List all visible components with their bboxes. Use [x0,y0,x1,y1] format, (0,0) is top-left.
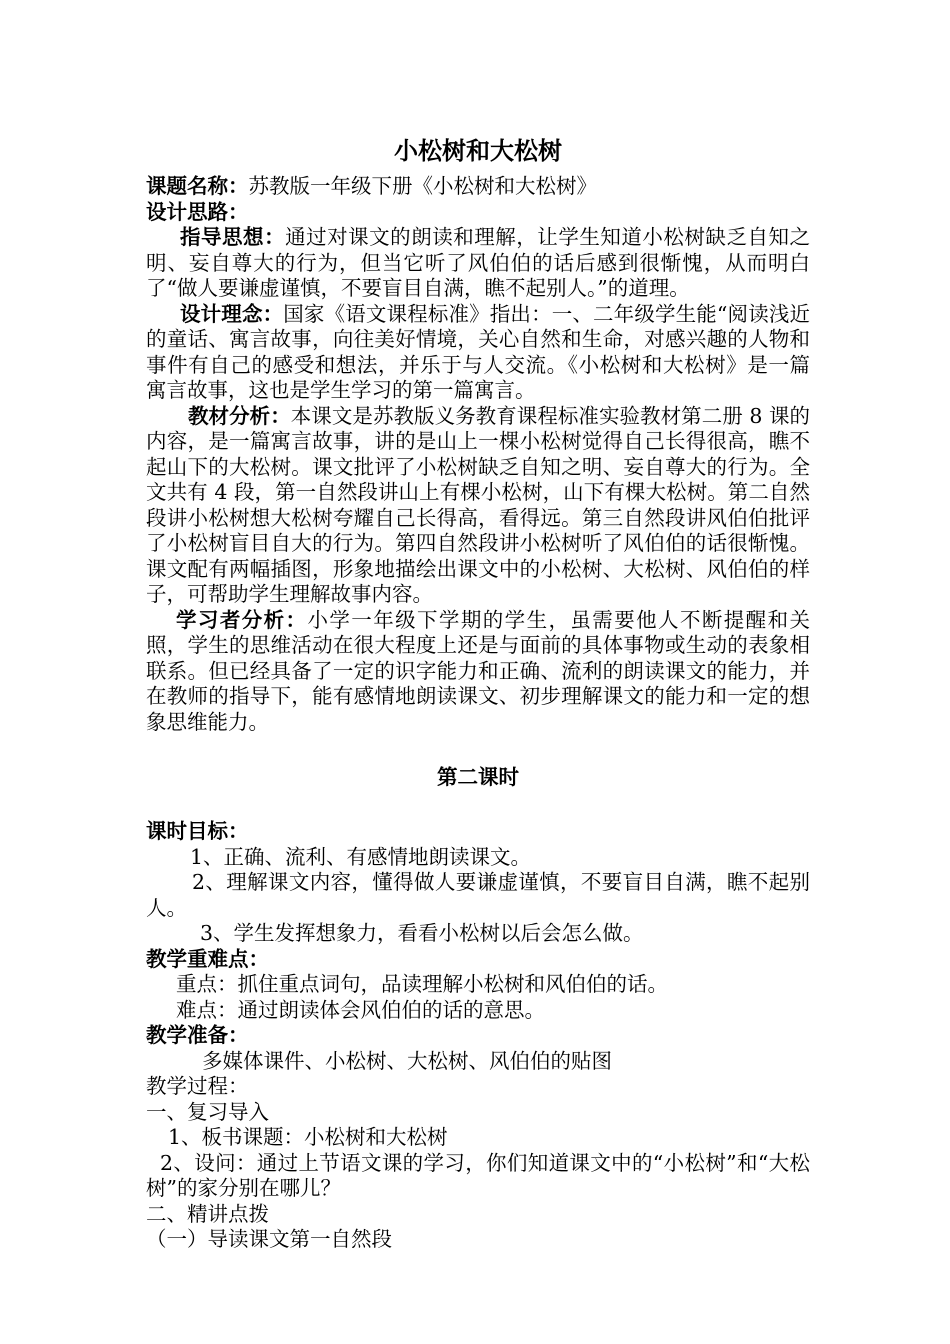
concept-label: 设计理念： [180,301,284,326]
key-point: 重点：抓住重点词句，品读理解小松树和风伯伯的话。 [176,972,668,996]
process-label: 教学过程： [146,1074,249,1098]
course-name-value: 苏教版一年级下册《小松树和大松树》 [248,174,597,198]
material-label: 教材分析： [188,403,291,428]
guiding-label: 指导思想： [180,225,286,249]
step-item: 2、设问：通过上节语文课的学习，你们知道课文中的“小松树”和“大松树”的家分别在哪儿？ [146,1150,810,1200]
step-item: 1、板书课题：小松树和大松树 [168,1125,448,1149]
learner-paragraph [146,608,810,736]
concept-paragraph [146,302,810,404]
step-heading: 二、精讲点拨 [146,1201,269,1226]
course-name-label: 课题名称： [146,174,249,198]
guiding-text: 通过对课文的朗读和理解，让学生知道小松树缺乏自知之明、妄自尊大的行为，但当它听了风伯伯的话后感到很惭愧，从而明白了“做人要谦虚谨慎，不要盲目自满，瞧不起别人。”的道理。 [146,225,811,300]
learner-label: 学习者分析： [176,607,308,632]
step-heading: 一、复习导入 [146,1099,269,1124]
material-paragraph [146,404,810,608]
step-item: （一）导读课文第一自然段 [146,1227,392,1251]
goal-item: 1、正确、流利、有感情地朗读课文。 [190,844,532,869]
concept-text: 国家《语文课程标准》指出：一、二年级学生能“阅读浅近的童话、寓言故事，向往美好情境，关心自然和生命，对感兴趣的人物和事件有自己的感受和想法，并乐于与人交流。《小松树和大松树》是一篇寓言故事，这也是学生学习的第一篇寓言。 [146,301,811,402]
prep-label: 教学准备： [146,1023,249,1047]
difficulty-point: 难点：通过朗读体会风伯伯的话的意思。 [176,997,545,1022]
document-content [146,134,810,1253]
course-name-line [146,174,810,200]
goal-item: 2、理解课文内容，懂得做人要谦虚谨慎，不要盲目自满，瞧不起别人。 [146,870,810,920]
goals-label: 课时目标： [146,819,249,843]
learner-text: 小学一年级下学期的学生，虽需要他人不断提醒和关照，学生的思维活动在很大程度上还是与面前的具体事物或生动的表象相联系。但已经具备了一定的识字能力和正确、流利的朗读课文的能力，并在教师的指导下，能有感情地朗读课文、初步理解课文的能力和一定的想象思维能力。 [146,607,811,734]
prep-text: 多媒体课件、小松树、大松树、风伯伯的贴图 [202,1048,612,1073]
key-label: 教学重难点： [146,946,269,971]
design-idea-label: 设计思路： [146,199,249,224]
document-title: 小松树和大松树 [394,137,562,165]
material-text: 本课文是苏教版义务教育课程标准实验教材第二册 8 课的内容，是一篇寓言故事，讲的是山上一棵小松树觉得自己长得很高，瞧不起山下的大松树。课文批评了小松树缺乏自知之明、妄自尊大的行为。全文共有 4 段，第一自然段讲山上有棵小松树，山下有棵大松树。第二自然段讲小松树想大松树夸耀自己长得高，看得远。第三自然段讲风伯伯批评了小松树盲目自大的行为。第四自然段讲小松树听了风伯伯的话很惭愧。课文配有两幅插图，形象地描绘出课文中的小松树、大松树、风伯伯的样子，可帮助学生理解故事内容。 [146,403,811,606]
goal-item: 3、学生发挥想象力，看看小松树以后会怎么做。 [200,921,644,945]
guiding-paragraph [146,225,810,302]
lesson-heading: 第二课时 [437,765,519,789]
